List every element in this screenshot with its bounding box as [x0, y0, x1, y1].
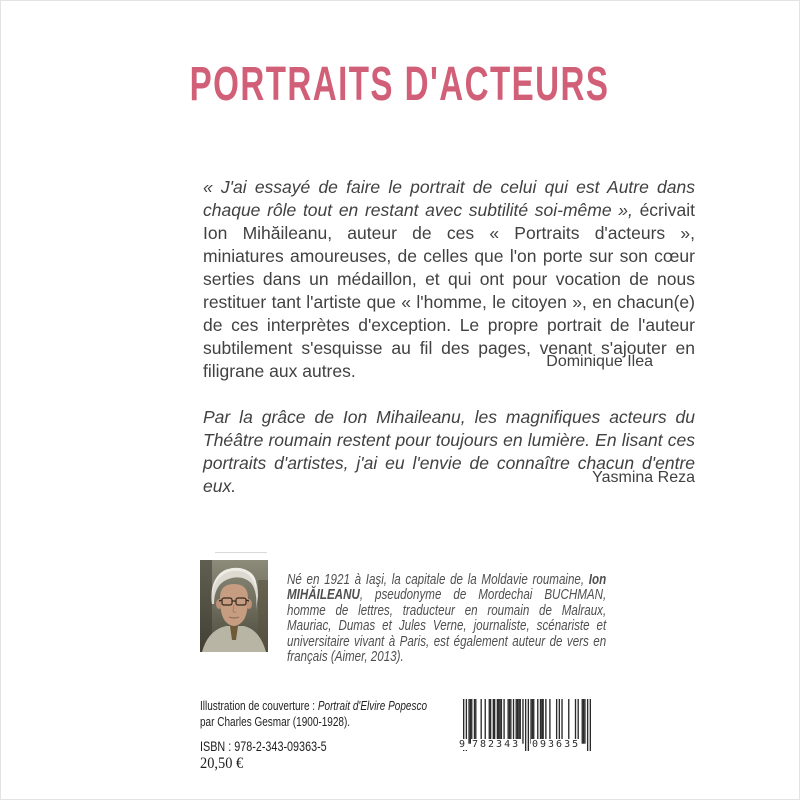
title-row — [0, 56, 800, 110]
barcode-digits-group2: 093635 — [532, 739, 581, 750]
bio-rest: , pseudonyme de Mordechai BUCHMAN, homme de lettres, traducteur en roumain de Malraux, Mauriac, Dumas et Jules Verne, journaliste, scénariste et universitaire vivant à Paris, est également auteur de vers en français (Aimer, 2013). — [287, 587, 607, 666]
author-photo — [200, 560, 268, 652]
isbn-line: ISBN : 978-2-343-09363-5 — [200, 739, 327, 754]
barcode-digits-group1: 782343 — [472, 739, 521, 750]
cover-illustration-credit — [200, 699, 464, 730]
credit-artist-line: par Charles Gesmar (1900-1928). — [200, 714, 351, 729]
quote-regular-continuation: écrivait Ion Mihăileanu, auteur de ces « Portraits d'acteurs », miniatures amoureuses, de celles que l'on porte sur son cœur serties dans un médaillon, et qui ont pour vocation de nous restituer tant l'artiste que « l'homme, le citoyen », en chacun(e) de ces interprètes d'exception. Le propre portrait de l'auteur subtilement s'esquisse au fil des pages, venant s'ajouter en filigrane aux autres. — [203, 199, 695, 381]
author-bio — [287, 573, 606, 667]
quote-italic-opening: « J'ai essayé de faire le portrait de celui qui est Autre dans chaque rôle tout en restant avec subtilité soi-même », — [203, 176, 695, 220]
price: 20,50 € — [200, 755, 244, 772]
credit-artwork-title: Portrait d'Elvire Popesco — [317, 699, 428, 713]
book-title: PORTRAITS D'ACTEURS — [190, 55, 610, 111]
attribution-dominique-ilea: Dominique Ilea — [546, 353, 653, 370]
reza-quote-paragraph: Par la grâce de Ion Mihaileanu, les magnifiques acteurs du Théâtre roumain restent pour toujours en lumière. En lisant ces portraits d'artistes, j'ai eu l'envie de connaître chacun d'entre eux. — [203, 406, 695, 496]
section-divider — [215, 552, 267, 553]
attribution-yasmina-reza: Yasmina Reza — [592, 469, 695, 486]
author-name: Ion MIHĂILEANU — [287, 571, 607, 604]
ean13-barcode — [459, 699, 591, 759]
credit-prefix: Illustration de couverture : — [200, 699, 318, 713]
barcode-lead-digit: 9 — [459, 739, 468, 750]
bio-intro: Né en 1921 à Iaşi, la capitale de la Moldavie roumaine, — [287, 571, 589, 588]
